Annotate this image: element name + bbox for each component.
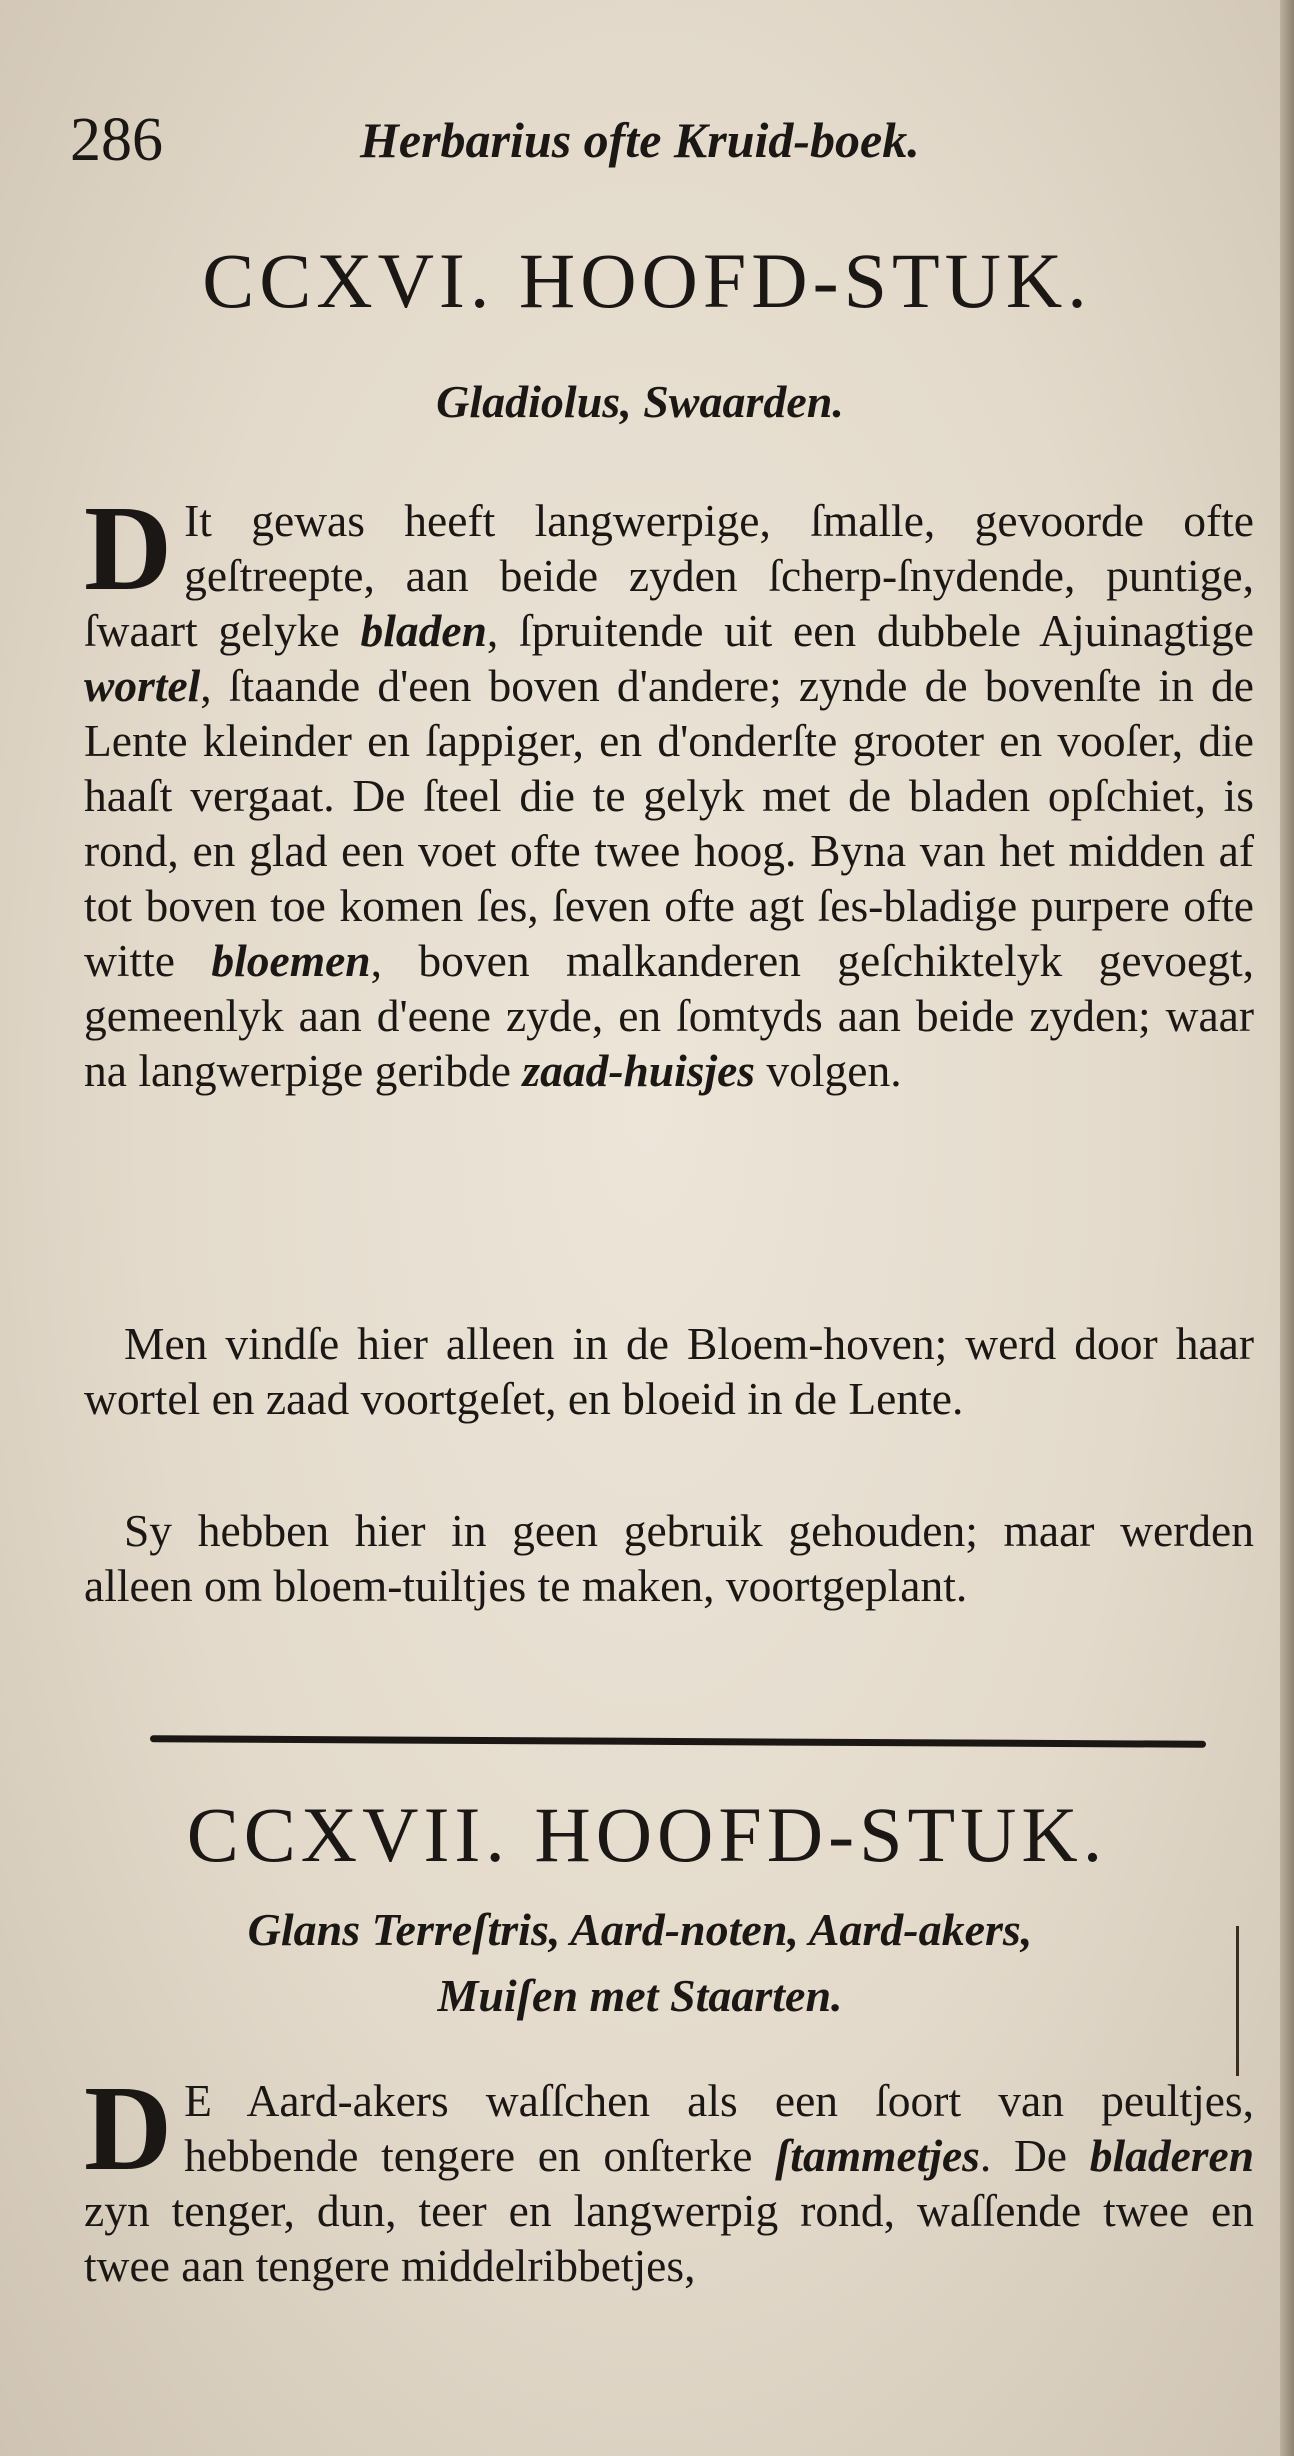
text-run: zyn tenger, dun, teer en langwerpig rond, waſſende twee en twee aan tengere middelribbetjes, (84, 2185, 1254, 2291)
text-run: , ſpruitende uit een dubbele Ajuinagtige (486, 605, 1255, 656)
plant-title-glans-line1: Glans Terreſtris, Aard-noten, Aard-akers, (247, 1904, 1033, 1955)
text-run: It gewas heeft langwerpige, ſmalle, gevoorde ofte geſtreepte, aan beide zyden ſcherp-ſnydende, puntige, ſwaart gelyke (84, 495, 1254, 656)
plant-title-gladiolus (60, 372, 1220, 432)
plant-title-dutch: Swaarden. (643, 376, 844, 427)
paragraph-description (84, 481, 1255, 1098)
term-bladen: bladen (360, 605, 487, 656)
page-number: 286 (70, 106, 163, 174)
text-run: E Aard-akers waſſchen als een ſoort van peultjes, hebbende tengere en onſterke (184, 2075, 1254, 2181)
page-header (70, 100, 1210, 180)
running-title: Herbarius ofte Kruid-boek. (360, 112, 920, 168)
term-zaad-huisjes: zaad-huisjes (522, 1045, 756, 1096)
margin-mark (1236, 1926, 1239, 2076)
text-run: , boven malkanderen geſchiktelyk gevoegt, gemeenlyk aan d'eene zyde, en ſomtyds aan beide zyden; waar na langwerpige geribde (84, 935, 1255, 1096)
drop-cap: D (84, 2061, 173, 2196)
text-run: , ſtaande d'een boven d'andere; zynde de bovenſte in de Lente kleinder en ſappiger, en d'onderſte grooter en vooſer, die haaſt vergaat. De ſteel die te gelyk met de bladen opſchiet, is rond, en glad een voet ofte twee hoog. Byna van het midden af tot boven toe komen ſes, ſeven ofte agt ſes-bladige purpere ofte witte (84, 660, 1254, 986)
paragraph-aard-akers (84, 2061, 1255, 2293)
plant-title-latin: Gladiolus (436, 376, 621, 427)
section-divider (150, 1735, 1206, 1748)
chapter-heading-ccxvi: CCXVI. HOOFD-STUK. (202, 237, 1092, 324)
drop-cap: D (84, 481, 173, 616)
plant-title-separator: , (620, 376, 644, 427)
term-wortel: wortel (84, 660, 201, 711)
term-bladeren: bladeren (1089, 2130, 1255, 2181)
text-run: volgen. (755, 1045, 902, 1096)
text-run: . De (979, 2130, 1090, 2181)
paragraph-location: Men vindſe hier alleen in de Bloem-hoven; werd door haar wortel en zaad voortgeſet, en bloeid in de Lente. (84, 1318, 1254, 1424)
chapter-heading-ccxvii: CCXVII. HOOFD-STUK. (186, 1791, 1108, 1878)
page-edge (1280, 0, 1294, 2456)
term-bloemen: bloemen (211, 935, 371, 986)
term-stammetjes: ſtammetjes (775, 2130, 980, 2181)
plant-title-glans-line2: Muiſen met Staarten. (437, 1970, 843, 2021)
paragraph-use: Sy hebben hier in geen gebruik gehouden; maar werden alleen om bloem-tuiltjes te maken, voortgeplant. (84, 1505, 1254, 1611)
